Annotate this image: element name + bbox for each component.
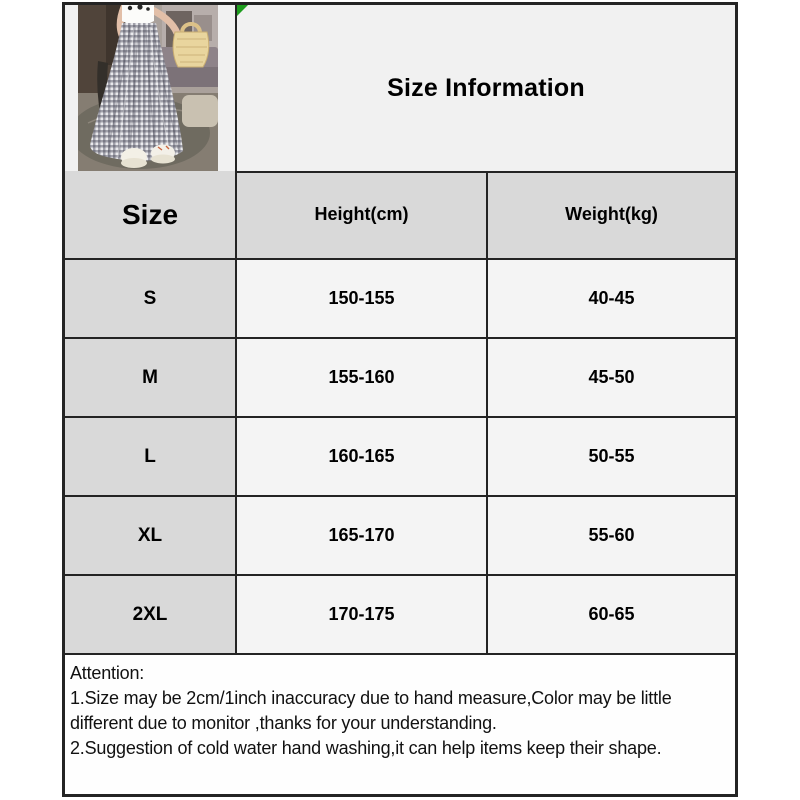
- size-label: XL: [65, 497, 237, 576]
- table-row-m: [65, 339, 735, 418]
- height-value: 170-175: [237, 576, 488, 655]
- weight-value: 45-50: [488, 339, 735, 418]
- attention-note-2: 2.Suggestion of cold water hand washing,it can help items keep their shape.: [70, 738, 662, 758]
- size-label: S: [65, 260, 237, 339]
- column-header-height: Height(cm): [237, 171, 488, 260]
- page-title: Size Information: [387, 73, 585, 102]
- table-row-s: [65, 260, 735, 339]
- height-value: 150-155: [237, 260, 488, 339]
- table-row-2xl: [65, 576, 735, 655]
- attention-heading: Attention:: [70, 663, 145, 683]
- weight-value: 50-55: [488, 418, 735, 497]
- size-label: 2XL: [65, 576, 237, 655]
- title-cell: [237, 5, 735, 173]
- product-photo: [78, 5, 218, 171]
- table-row-l: [65, 418, 735, 497]
- header-row: [65, 171, 735, 260]
- size-chart-table: [62, 2, 738, 797]
- weight-value: 55-60: [488, 497, 735, 576]
- weight-value: 40-45: [488, 260, 735, 339]
- product-photo-illustration: [78, 5, 218, 171]
- top-row: [65, 5, 735, 171]
- height-value: 165-170: [237, 497, 488, 576]
- height-value: 155-160: [237, 339, 488, 418]
- height-value: 160-165: [237, 418, 488, 497]
- table-row-xl: [65, 497, 735, 576]
- column-header-size: Size: [65, 171, 237, 260]
- attention-note-1: 1.Size may be 2cm/1inch inaccuracy due to hand measure,Color may be little: [70, 688, 672, 708]
- attention-section: [65, 655, 735, 794]
- product-photo-cell: [65, 5, 237, 173]
- size-label: M: [65, 339, 237, 418]
- attention-note-1-cont: different due to monitor ,thanks for your understanding.: [70, 713, 497, 733]
- excel-corner-marker-icon: [237, 5, 248, 16]
- size-label: L: [65, 418, 237, 497]
- column-header-weight: Weight(kg): [488, 171, 735, 260]
- weight-value: 60-65: [488, 576, 735, 655]
